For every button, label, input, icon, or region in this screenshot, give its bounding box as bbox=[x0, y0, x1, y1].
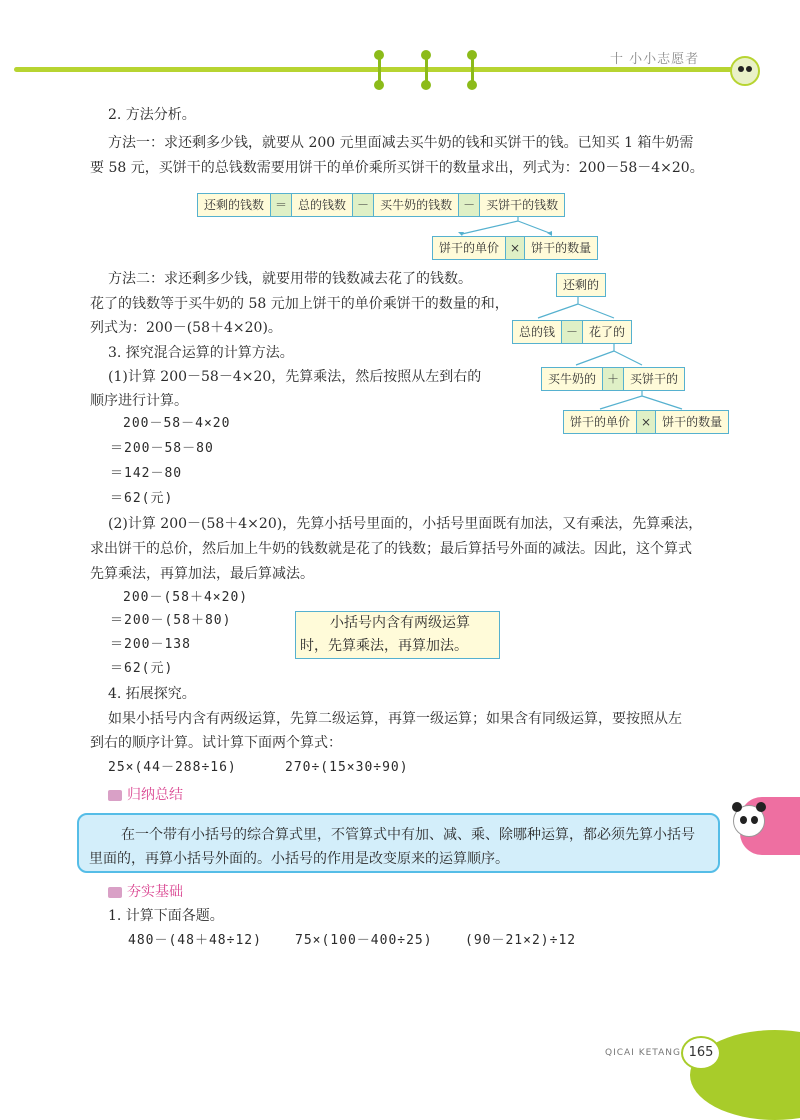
diagram-cell: 买牛奶的 bbox=[548, 372, 597, 386]
formula-diagram-bottom bbox=[432, 236, 598, 260]
calc-step: ＝62(元) bbox=[110, 661, 174, 676]
summary-line: 里面的，再算小括号外面的。小括号的作用是改变原来的运算顺序。 bbox=[89, 851, 509, 867]
exercise-expression: 480－(48＋48÷12) bbox=[128, 933, 262, 948]
page-number: 165 bbox=[681, 1036, 721, 1070]
practice-label-text: 夯实基础 bbox=[127, 884, 183, 900]
hint-box bbox=[295, 611, 500, 659]
equals-sign: ＝ bbox=[270, 194, 292, 216]
calc-step: ＝142－80 bbox=[110, 466, 183, 481]
times-sign: × bbox=[636, 411, 656, 433]
hint-line: 小括号内含有两级运算 bbox=[330, 615, 470, 631]
exercise-expression: 270÷(15×30÷90) bbox=[285, 760, 409, 775]
diagram-cell: 总的钱 bbox=[519, 325, 556, 339]
hint-line: 时，先算乘法，再算加法。 bbox=[300, 638, 468, 654]
diagram-cell: 饼干的单价 bbox=[570, 415, 631, 429]
tree-arrows bbox=[510, 296, 730, 412]
section-heading: 4. 拓展探究。 bbox=[108, 686, 196, 702]
practice-label bbox=[108, 881, 183, 901]
exercise-expression: 25×(44－288÷16) bbox=[108, 760, 237, 775]
calc-step: 200－(58＋4×20) bbox=[123, 590, 249, 605]
calc-step: ＝200－58－80 bbox=[110, 441, 214, 456]
paragraph-line: 先算乘法，再算加法，最后算减法。 bbox=[90, 566, 314, 582]
footer-brand: QICAI KETANG bbox=[605, 1048, 681, 1058]
diagram-cell: 买饼干的钱数 bbox=[486, 198, 559, 212]
diagram-cell: 买饼干的 bbox=[630, 372, 679, 386]
diagram-cell: 饼干的单价 bbox=[439, 241, 500, 255]
minus-sign: － bbox=[561, 321, 583, 343]
calc-step: ＝200－(58＋80) bbox=[110, 613, 232, 628]
paragraph-line: 方法二：求还剩多少钱，就要用带的钱数减去花了的钱数。 bbox=[108, 271, 472, 287]
mascot-icon bbox=[730, 56, 760, 86]
summary-label-text: 归纳总结 bbox=[127, 787, 183, 803]
plus-sign: ＋ bbox=[602, 368, 624, 390]
section-heading: 3. 探究混合运算的计算方法。 bbox=[108, 345, 294, 361]
exercise-expression: 75×(100－400÷25) bbox=[295, 933, 433, 948]
diagram-cell: 还剩的 bbox=[563, 278, 600, 292]
calc-step: 200－58－4×20 bbox=[123, 416, 231, 431]
diagram-cell: 还剩的钱数 bbox=[204, 198, 265, 212]
times-sign: × bbox=[505, 237, 525, 259]
chapter-title: 十 小小志愿者 bbox=[610, 52, 700, 67]
calc-step: ＝62(元) bbox=[110, 491, 174, 506]
book-icon bbox=[108, 887, 122, 898]
paragraph-line: (1)计算 200－58－4×20，先算乘法，然后按照从左到右的 bbox=[108, 369, 482, 385]
paragraph-line: 到右的顺序计算。试计算下面两个算式： bbox=[90, 735, 342, 751]
formula-diagram-top bbox=[197, 193, 565, 217]
summary-label bbox=[108, 784, 183, 804]
minus-sign: － bbox=[458, 194, 480, 216]
exercise-prompt: 1. 计算下面各题。 bbox=[108, 908, 224, 924]
paragraph-line: 方法一：求还剩多少钱，就要从 200 元里面减去买牛奶的钱和买饼干的钱。已知买 1 箱牛奶需 bbox=[108, 135, 694, 151]
diagram-cell: 买牛奶的钱数 bbox=[380, 198, 453, 212]
diagram-cell: 花了的 bbox=[589, 325, 626, 339]
paragraph-line: 花了的钱数等于买牛奶的 58 元加上饼干的单价乘饼干的数量的和， bbox=[90, 296, 509, 312]
exercise-expression: (90－21×2)÷12 bbox=[465, 933, 577, 948]
summary-box bbox=[77, 813, 720, 873]
diagram-cell: 总的钱数 bbox=[298, 198, 347, 212]
paragraph-line: 顺序进行计算。 bbox=[90, 393, 188, 409]
panda-icon bbox=[733, 805, 765, 837]
diagram-cell: 饼干的数量 bbox=[662, 415, 723, 429]
paragraph-line: (2)计算 200－(58＋4×20)，先算小括号里面的，小括号里面既有加法，又有乘法，先算乘法， bbox=[108, 516, 703, 532]
calc-step: ＝200－138 bbox=[110, 637, 191, 652]
paragraph-line: 求出饼干的总价，然后加上牛奶的钱数就是花了的钱数；最后算括号外面的减法。因此，这个算式 bbox=[90, 541, 692, 557]
binder-pin-icon bbox=[467, 50, 477, 90]
minus-sign: － bbox=[352, 194, 374, 216]
diagram-cell: 饼干的数量 bbox=[531, 241, 592, 255]
paragraph-line: 如果小括号内含有两级运算，先算二级运算，再算一级运算；如果含有同级运算，要按照从左 bbox=[108, 711, 682, 727]
paragraph-line: 列式为：200－(58＋4×20)。 bbox=[90, 320, 282, 336]
section-heading: 2. 方法分析。 bbox=[108, 107, 196, 123]
summary-line: 在一个带有小括号的综合算式里，不管算式中有加、减、乘、除哪种运算，都必须先算小括号 bbox=[121, 827, 695, 843]
diagram-arrows bbox=[420, 215, 580, 237]
book-icon bbox=[108, 790, 122, 801]
binder-pin-icon bbox=[374, 50, 384, 90]
tree-node-level4 bbox=[563, 410, 729, 434]
binder-pin-icon bbox=[421, 50, 431, 90]
paragraph-line: 要 58 元，买饼干的总钱数需要用饼干的单价乘所买饼干的数量求出，列式为：200－58－4×20。 bbox=[90, 160, 704, 176]
tree-node-root bbox=[556, 273, 606, 297]
